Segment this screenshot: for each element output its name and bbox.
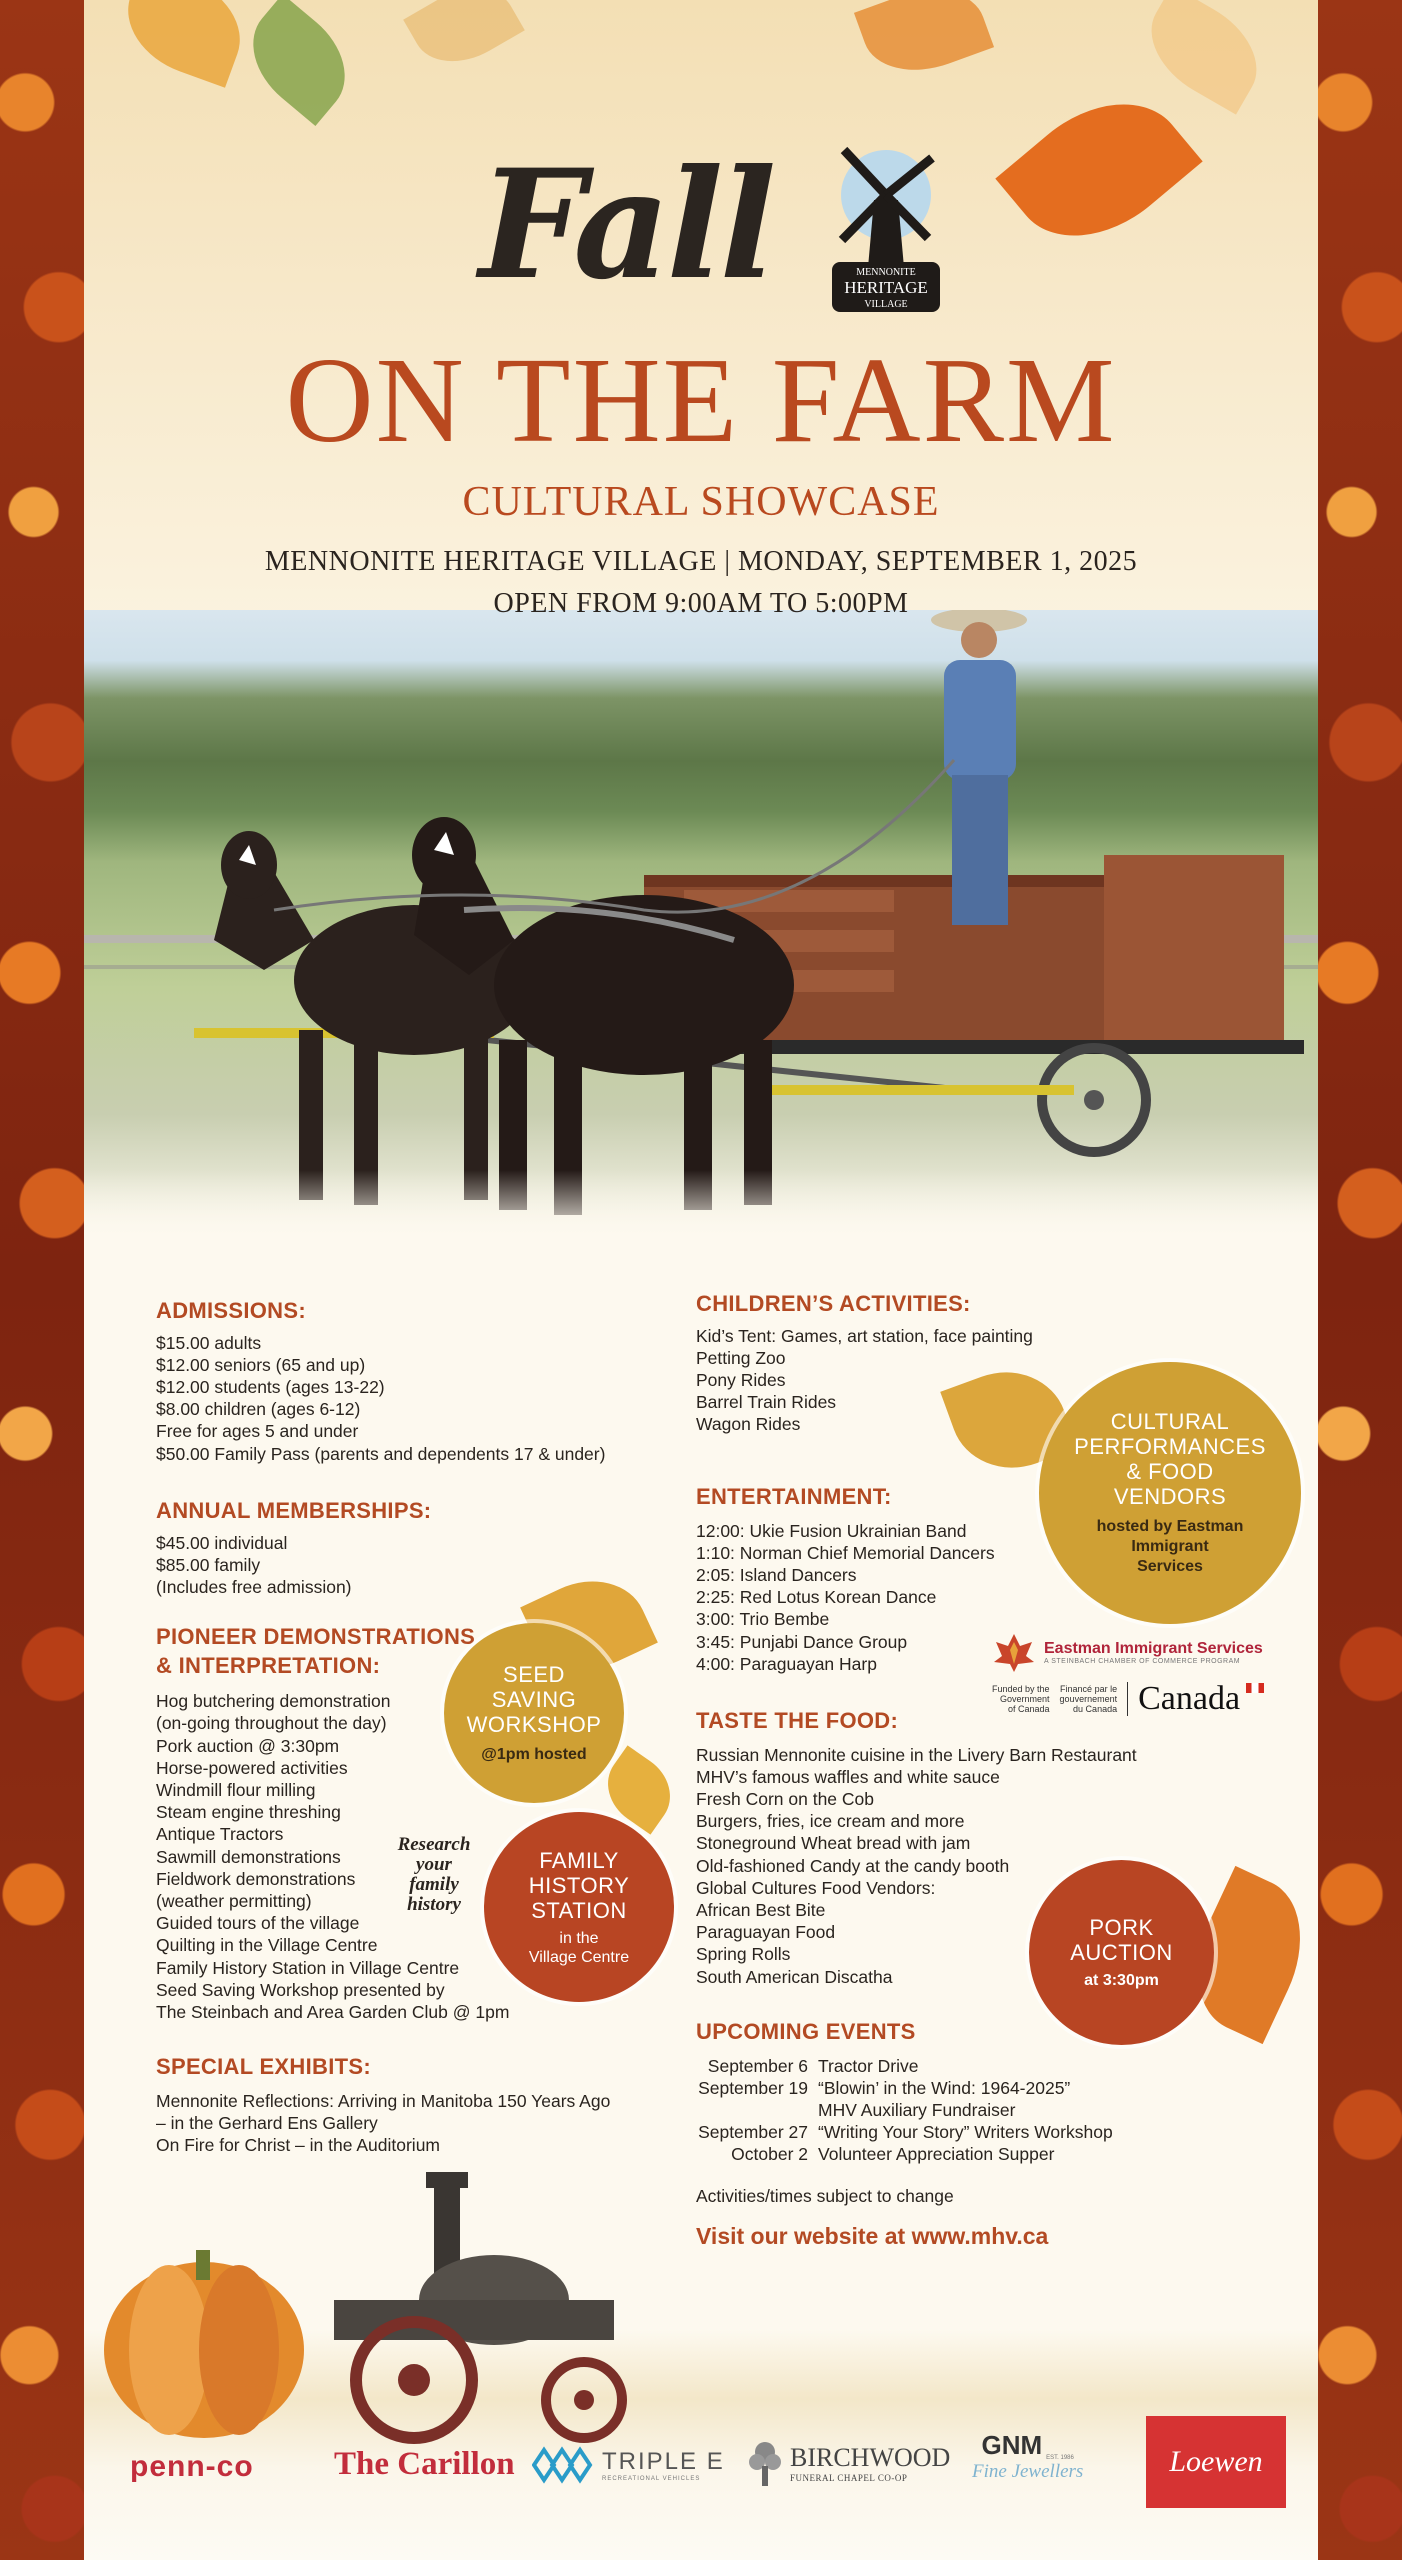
leaf-decoration xyxy=(854,0,994,88)
list-item: $15.00 adults xyxy=(156,1332,262,1353)
triple-e-icon xyxy=(532,2442,594,2488)
special-exhibits-heading: SPECIAL EXHIBITS: xyxy=(156,2054,371,2079)
list-item: Kid’s Tent: Games, art station, face painting xyxy=(696,1325,1033,1346)
list-item: Burgers, fries, ice cream and more xyxy=(696,1811,965,1832)
upcoming-events-list xyxy=(688,2055,1256,2166)
sponsor-logos xyxy=(84,2410,1318,2520)
gnm-logo: GNM EST. 1986 Fine Jewellers xyxy=(972,2430,1084,2482)
list-item: Fresh Corn on the Cob xyxy=(696,1789,875,1809)
leaf-decoration xyxy=(1132,0,1276,115)
upcoming-events-section xyxy=(696,2018,1256,2250)
upcoming-events-heading: UPCOMING EVENTS xyxy=(696,2019,916,2044)
leaf-decoration xyxy=(403,0,525,80)
pork-auction-badge: PORK AUCTION at 3:30pm xyxy=(1029,1860,1214,2045)
horse-wagon-photo xyxy=(84,610,1318,1240)
list-item: (on-going throughout the day) xyxy=(156,1713,387,1734)
list-item: Pork auction @ 3:30pm xyxy=(156,1735,340,1756)
list-item: Paraguayan Food xyxy=(696,1922,836,1943)
triple-e-logo: TRIPLE E RECREATIONAL VEHICLES xyxy=(532,2442,725,2488)
canada-flag-icon xyxy=(1246,1683,1264,1693)
admissions-section xyxy=(156,1297,716,1465)
childrens-activities-heading: CHILDREN’S ACTIVITIES: xyxy=(696,1291,971,1316)
list-item: Free for ages 5 and under xyxy=(156,1421,359,1442)
funded-by-english: Funded by the Government of Canada xyxy=(992,1684,1050,1714)
list-item: $45.00 individual xyxy=(156,1532,288,1553)
seed-saving-badge: SEED SAVING WORKSHOP @1pm hosted xyxy=(444,1623,624,1803)
list-item: $12.00 seniors (65 and up) xyxy=(156,1354,366,1375)
birchwood-logo: BIRCHWOOD FUNERAL CHAPEL CO-OP xyxy=(748,2440,950,2486)
photo-fade xyxy=(84,1170,1318,1240)
website-link[interactable]: Visit our website at www.mhv.ca xyxy=(696,2222,1049,2249)
event-hours: OPEN FROM 9:00AM TO 5:00PM xyxy=(493,588,909,619)
list-item: Stoneground Wheat bread with jam xyxy=(696,1833,971,1854)
list-item: 3:45: Punjabi Dance Group xyxy=(696,1631,908,1652)
leaf-decoration xyxy=(112,0,256,88)
poster xyxy=(84,0,1318,2560)
memberships-heading: ANNUAL MEMBERSHIPS: xyxy=(156,1498,432,1523)
list-item: The Steinbach and Area Garden Club @ 1pm xyxy=(156,2002,510,2023)
list-item: (Includes free admission) xyxy=(156,1577,352,1597)
page-subtitle: CULTURAL SHOWCASE xyxy=(462,479,940,525)
memberships-section xyxy=(156,1497,716,1598)
autumn-leaf-border-right xyxy=(1318,0,1402,2560)
eastman-immigrant-services-logo: Eastman Immigrant Services A STEINBACH CHAMBER OF COMMERCE PROGRAM Funded by the Government of Canada Financé par le gouvernement du Canada Canada xyxy=(992,1632,1302,1718)
list-item: $85.00 family xyxy=(156,1554,261,1575)
eis-leaf-icon xyxy=(992,1632,1036,1672)
event-location-date: MENNONITE HERITAGE VILLAGE | MONDAY, SEPTEMBER 1, 2025 xyxy=(264,546,1138,577)
event-row: September 6 Tractor Drive xyxy=(707,2055,919,2076)
funded-by-french: Financé par le gouvernement du Canada xyxy=(1059,1684,1118,1714)
list-item: Barrel Train Rides xyxy=(696,1392,837,1413)
list-item: Old-fashioned Candy at the candy booth xyxy=(696,1855,1010,1876)
list-item: Petting Zoo xyxy=(696,1347,786,1368)
svg-text:HERITAGE: HERITAGE xyxy=(844,278,928,297)
list-item: – in the Gerhard Ens Gallery xyxy=(156,2112,378,2133)
list-item: 1:10: Norman Chief Memorial Dancers xyxy=(696,1542,995,1563)
list-item: Quilting in the Village Centre xyxy=(156,1935,378,1956)
event-row: September 27 “Writing Your Story” Writers Workshop xyxy=(698,2122,1113,2143)
penn-co-logo: penn-co xyxy=(130,2450,254,2483)
memberships-list xyxy=(156,1532,716,1599)
list-item: Guided tours of the village xyxy=(156,1913,360,1934)
windmill-logo-icon xyxy=(814,140,944,330)
list-item: Horse-powered activities xyxy=(156,1757,348,1778)
list-item: Spring Rolls xyxy=(696,1944,791,1965)
list-item: 4:00: Paraguayan Harp xyxy=(696,1653,877,1674)
list-item: 2:05: Island Dancers xyxy=(696,1565,857,1585)
carillon-logo: The Carillon xyxy=(334,2446,515,2482)
list-item: South American Discatha xyxy=(696,1966,893,1987)
svg-text:VILLAGE: VILLAGE xyxy=(864,299,908,310)
list-item: Steam engine threshing xyxy=(156,1802,341,1823)
canada-wordmark: Canada xyxy=(1138,1680,1241,1717)
research-note: Research your family history xyxy=(397,1834,471,1915)
list-item: Wagon Rides xyxy=(696,1414,801,1435)
list-item: Antique Tractors xyxy=(156,1824,284,1845)
list-item: Global Cultures Food Vendors: xyxy=(696,1877,936,1898)
event-row: MHV Auxiliary Fundraiser xyxy=(818,2100,1016,2120)
list-item: 2:25: Red Lotus Korean Dance xyxy=(696,1587,937,1608)
list-item: (weather permitting) xyxy=(156,1891,312,1912)
list-item: 3:00: Trio Bembe xyxy=(696,1609,830,1630)
list-item: Seed Saving Workshop presented by xyxy=(156,1979,445,2000)
admissions-list xyxy=(156,1332,716,1465)
list-item: Family History Station in Village Centre xyxy=(156,1957,460,1978)
list-item: Pony Rides xyxy=(696,1370,786,1390)
poster-header xyxy=(84,0,1318,640)
admissions-heading: ADMISSIONS: xyxy=(156,1298,306,1323)
special-exhibits-list xyxy=(156,2090,716,2157)
page-title: ON THE FARM xyxy=(285,333,1117,468)
divider xyxy=(1127,1682,1128,1716)
family-history-badge: FAMILY HISTORY STATION in the Village Centre xyxy=(484,1812,674,2002)
entertainment-heading: ENTERTAINMENT: xyxy=(696,1484,892,1509)
svg-text:MENNONITE: MENNONITE xyxy=(856,267,916,278)
list-item: $8.00 children (ages 6-12) xyxy=(156,1399,361,1420)
list-item: Sawmill demonstrations xyxy=(156,1846,341,1867)
list-item: Windmill flour milling xyxy=(156,1780,316,1800)
list-item: Fieldwork demonstrations xyxy=(156,1868,356,1889)
pumpkin-tractor-illustration xyxy=(84,2150,684,2450)
pioneer-heading-2: & INTERPRETATION: xyxy=(156,1652,381,1678)
list-item: African Best Bite xyxy=(696,1900,826,1921)
event-row: October 2 Volunteer Appreciation Supper xyxy=(731,2144,1055,2165)
special-exhibits-section xyxy=(156,2053,716,2156)
list-item: Russian Mennonite cuisine in the Livery Barn Restaurant xyxy=(696,1744,1137,1765)
schedule-note: Activities/times subject to change xyxy=(696,2185,954,2206)
list-item: Hog butchering demonstration xyxy=(156,1691,391,1712)
loewen-logo: Loewen xyxy=(1146,2416,1286,2508)
pioneer-heading: PIONEER DEMONSTRATIONS xyxy=(156,1624,476,1649)
tree-icon xyxy=(748,2440,782,2486)
list-item: $12.00 students (ages 13-22) xyxy=(156,1377,385,1397)
list-item: $50.00 Family Pass (parents and dependents 17 & under) xyxy=(156,1443,606,1464)
maple-leaf-decoration xyxy=(995,69,1202,270)
event-row: September 19 “Blowin’ in the Wind: 1964-2025” xyxy=(698,2077,1071,2098)
list-item: MHV’s famous waffles and white sauce xyxy=(696,1766,1000,1787)
horse-wagon-illustration xyxy=(84,610,1318,1240)
list-item: 12:00: Ukie Fusion Ukrainian Band xyxy=(696,1520,967,1541)
cultural-performances-badge: CULTURAL PERFORMANCES & FOOD VENDORS hosted by Eastman Immigrant Services xyxy=(1039,1362,1301,1624)
food-heading: TASTE THE FOOD: xyxy=(696,1708,899,1733)
list-item: On Fire for Christ – in the Auditorium xyxy=(156,2135,440,2155)
fall-word: Fall xyxy=(479,137,773,313)
leaf-decoration xyxy=(231,0,367,126)
list-item: Mennonite Reflections: Arriving in Manitoba 150 Years Ago xyxy=(156,2090,611,2111)
autumn-leaf-border-left xyxy=(0,0,84,2560)
